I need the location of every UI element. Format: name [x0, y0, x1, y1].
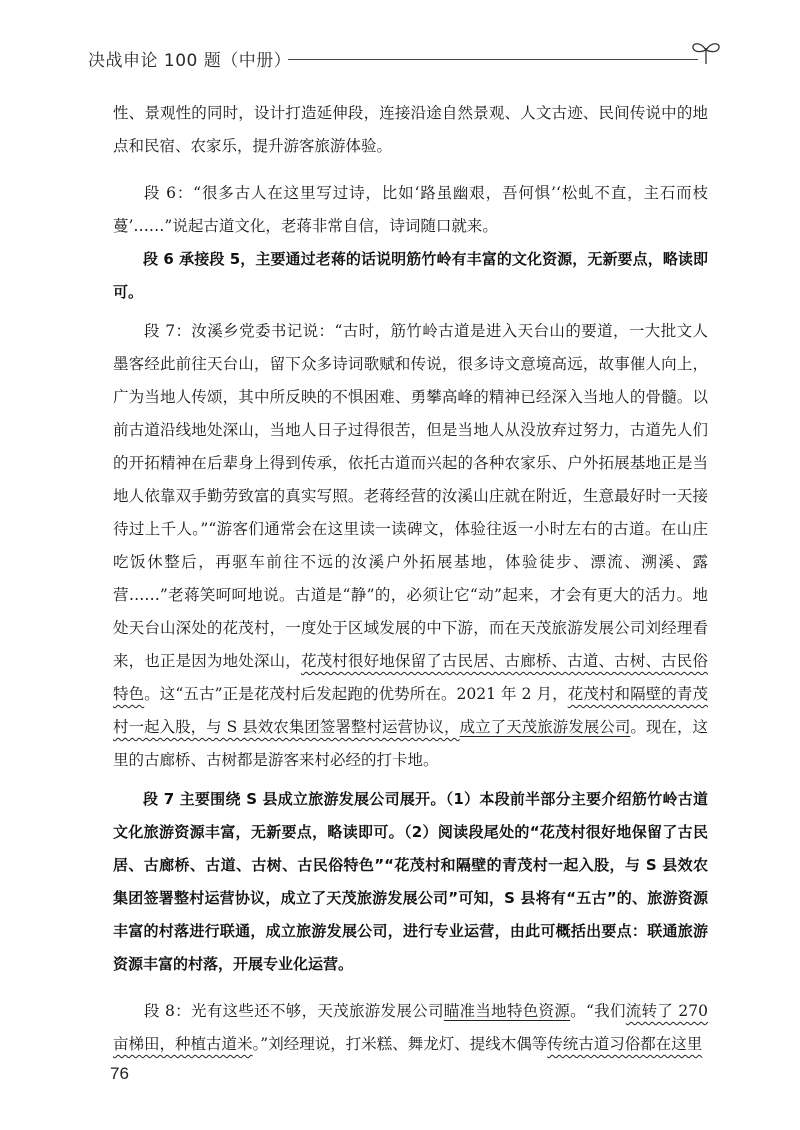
- analysis-section-6: 段 6 承接段 5，主要通过老蒋的话说明筋竹岭有丰富的文化资源，无新要点，略读即可。: [113, 250, 708, 301]
- section-8-text-a: 段 8：光有这些还不够，天茂旅游发展公司: [144, 1002, 444, 1020]
- section-7-text-a: 段 7：汝溪乡党委书记说：“古时，筋竹岭古道是进入天台山的要道，一大批文人墨客经此前往天台山，留下众多诗词歌赋和传说，很多诗文意境高远，故事催人向上，广为当地人传颂，其中所反映的不惧困难、勇攀高峰的精神已经深入当地人的骨髓。以前古道沿线地处深山，当地人日子过得很苦，但是当地人从没放弃过努力，古道先人们的开拓精神在后辈身上得到传承，依托古道而兴起的各种农家乐、户外拓展基地正是当地人依靠双手勤劳致富的真实写照。老蒋经营的汝溪山庄就在附近，生意最好时一天接待过上千人。”“游客们通常会在这里读一读碑文，体验往返一小时左右的古道。在山庄吃饭休整后，再驱车前往不远的汝溪户外拓展基地，体验徒步、漂流、溯溪、露营……”老蒋笑呵呵地说。古道是“静”的，必须让它“动”起来，才会有更大的活力。地处天台山深处的花茂村，一度处于区域发展的中下游，而在天茂旅游发展公司刘经理看来，也正是因为地处深山，: [113, 322, 708, 670]
- page-number: 76: [110, 1064, 129, 1083]
- highlight-terraced-fields: 流转了 270 亩梯田，种植古道米: [113, 1002, 708, 1053]
- section-7-text-c: 。现在，这里的古廊桥、古树都是游客来村必经的打卡地。: [113, 718, 708, 769]
- paragraph-section-6: 段 6：“很多古人在这里写过诗，比如‘路虽幽艰，吾何惧’‘松虬不直，主石而枝蔓’……”说起古道文化，老蒋非常自信，诗词随口就来。: [113, 184, 708, 235]
- page-header: [88, 40, 718, 80]
- section-8-text-c: 。”刘经理说，打米糕、舞龙灯、提线木偶等: [252, 1035, 548, 1053]
- highlight-five-ancients: 花茂村很好地保留了古民居、古廊桥、古道、古树、古民俗特色: [113, 652, 708, 703]
- header-rule: [288, 59, 698, 60]
- paragraph-continuation: 性、景观性的同时，设计打造延伸段，连接沿途自然景观、人文古迹、民间传说中的地点和民宿、农家乐，提升游客旅游体验。: [113, 104, 708, 155]
- analysis-section-7: 段 7 主要围绕 S 县成立旅游发展公司展开。（1）本段前半部分主要介绍筋竹岭古道文化旅游资源丰富，无新要点，略读即可。（2）阅读段尾处的“花茂村很好地保留了古民居、古廊桥、古道、古树、古民俗特色”“花茂村和隔壁的青茂村一起入股，与 S 县效农集团签署整村运营协议，成立了天茂旅游发展公司”可知，S 县将有“五古”的、旅游资源丰富的村落进行联通，成立旅游发展公司，进行专业运营，由此可概括出要点：联通旅游资源丰富的村落，开展专业化运营。: [113, 790, 708, 973]
- highlight-joint-investment: 花茂村和隔壁的青茂村一起入股，与 S 县效农集团签署整村运营协议，: [113, 685, 708, 736]
- highlight-company-founded: 成立了天茂旅游发展公司: [459, 718, 631, 736]
- highlight-traditional-customs: 传统古道习俗都在这里: [547, 1035, 703, 1053]
- highlight-local-resources: 瞄准当地特色资源: [443, 1002, 571, 1020]
- sprout-icon: [690, 38, 722, 66]
- section-7-text-b: 。这“五古”正是花茂村后发起跑的优势所在。2021 年 2 月，: [144, 685, 568, 703]
- page-body: [113, 97, 708, 1061]
- paragraph-section-7: [113, 315, 708, 777]
- section-8-text-b: 。“我们: [570, 1002, 626, 1020]
- book-title: 决战申论 100 题（中册）: [88, 51, 292, 71]
- paragraph-section-8: [113, 995, 708, 1061]
